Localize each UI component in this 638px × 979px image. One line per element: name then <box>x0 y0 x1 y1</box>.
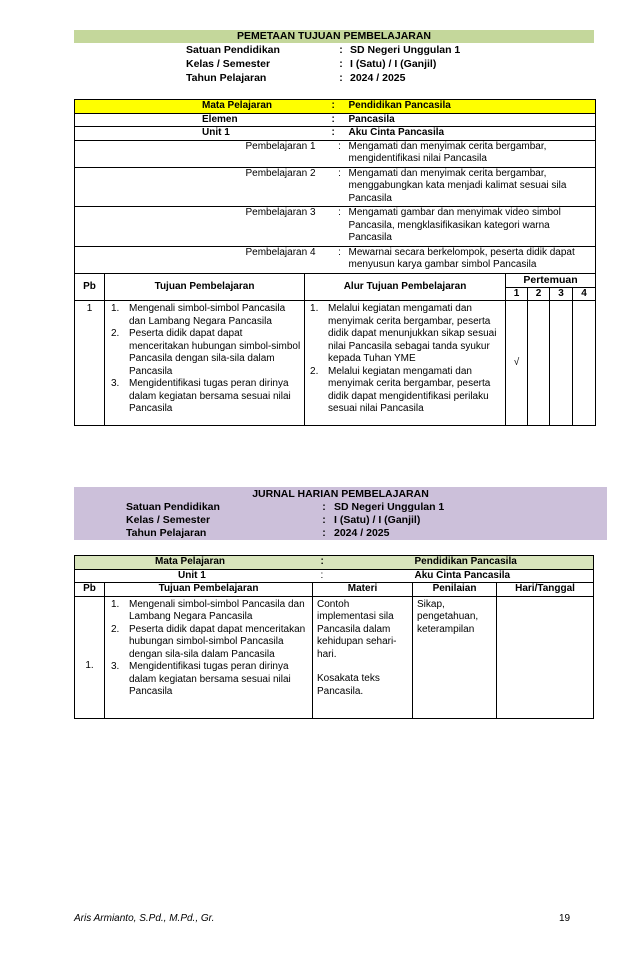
unit-colon: : <box>305 127 348 141</box>
journal-header-row <box>75 583 594 597</box>
info-label: Kelas / Semester <box>126 514 211 526</box>
table-row <box>75 596 594 718</box>
subject-row <box>75 100 596 114</box>
meeting-cell <box>550 301 573 426</box>
info-row-class <box>74 57 594 71</box>
materi-text: Kosakata teks Pancasila. <box>317 673 380 697</box>
info-row-school <box>74 43 594 57</box>
flow-item: 2. Melalui kegiatan mengamati dan menyimak cerita bergambar, peserta didik dapat mengidentifikasi perilaku sesuai nilai Pancasila <box>310 365 491 415</box>
lesson-colon: : <box>332 167 348 207</box>
info-value: SD Negeri Unggulan 1 <box>334 501 445 513</box>
lesson-label: Pembelajaran 4 <box>75 246 332 273</box>
subject-label: Mata Pelajaran <box>75 100 305 114</box>
lesson-row <box>75 246 596 273</box>
info-label: Tahun Pelajaran <box>126 527 207 539</box>
info-value: SD Negeri Unggulan 1 <box>350 44 461 56</box>
meeting-cell <box>573 301 596 426</box>
unit-row <box>75 127 596 141</box>
row-flows <box>305 301 506 426</box>
element-label: Elemen <box>75 113 305 127</box>
info-colon: : <box>322 501 326 513</box>
journal-subject-value: Pendidikan Pancasila <box>413 556 594 570</box>
header-tujuan: Tujuan Pembelajaran <box>105 273 305 301</box>
goal-item: 2. Peserta didik dapat dapat menceritakan hubungan simbol-simbol Pancasila dengan sila-sila dalam Pancasila <box>111 328 301 377</box>
header-tujuan: Tujuan Pembelajaran <box>105 583 313 597</box>
lesson-row <box>75 167 596 207</box>
subject-colon: : <box>305 100 348 114</box>
journal-subject-colon: : <box>313 556 413 570</box>
info-colon: : <box>339 44 343 56</box>
table-header-row <box>75 273 596 287</box>
lesson-colon: : <box>332 207 348 247</box>
mapping-table <box>74 99 596 426</box>
row-materi <box>313 596 413 718</box>
page-number: 19 <box>559 913 571 924</box>
journal-unit-colon: : <box>313 569 413 583</box>
lesson-row <box>75 207 596 247</box>
meeting-number: 2 <box>528 287 550 301</box>
info-value: 2024 / 2025 <box>334 527 390 539</box>
materi-text: Contoh implementasi sila Pancasila dalam kehidupan sehari-hari. <box>317 598 397 660</box>
row-goals <box>105 301 305 426</box>
lesson-colon: : <box>332 140 348 167</box>
meeting-number: 1 <box>506 287 528 301</box>
journal-header <box>74 487 607 540</box>
lesson-label: Pembelajaran 2 <box>75 167 332 207</box>
lesson-text: Mengamati gambar dan menyimak video simbol Pancasila, mengklasifikasikan kategori warna Pancasila <box>348 207 596 247</box>
goal-item: 2. Peserta didik dapat dapat menceritakan hubungan simbol-simbol Pancasila dengan sila-sila dalam Pancasila <box>111 623 306 660</box>
info-colon: : <box>339 72 343 84</box>
element-row <box>75 113 596 127</box>
lesson-row <box>75 140 596 167</box>
info-row-year <box>74 527 607 540</box>
goal-item: 3. Mengidentifikasi tugas peran dirinya dalam kegiatan bersama sesuai nilai Pancasila <box>111 661 291 697</box>
info-label: Tahun Pelajaran <box>186 72 267 84</box>
lesson-colon: : <box>332 246 348 273</box>
header-pertemuan: Pertemuan <box>506 273 596 287</box>
footer-author: Aris Armianto, S.Pd., M.Pd., Gr. <box>74 913 215 924</box>
journal-unit-row <box>75 569 594 583</box>
info-colon: : <box>339 58 343 70</box>
header-penilaian: Penilaian <box>413 583 497 597</box>
lesson-text: Mewarnai secara berkelompok, peserta didik dapat menyusun karya gambar simbol Pancasila <box>348 246 596 273</box>
info-value: 2024 / 2025 <box>350 72 406 84</box>
header-materi: Materi <box>313 583 413 597</box>
lesson-text: Mengamati dan menyimak cerita bergambar, mengidentifikasi nilai Pancasila <box>348 140 596 167</box>
element-colon: : <box>305 113 348 127</box>
info-value: I (Satu) / I (Ganjil) <box>350 58 437 70</box>
goal-item: 3. Mengidentifikasi tugas peran dirinya dalam kegiatan bersama sesuai nilai Pancasila <box>111 378 291 415</box>
info-label: Satuan Pendidikan <box>126 501 220 513</box>
info-colon: : <box>322 514 326 526</box>
goal-item: 1. Mengenali simbol-simbol Pancasila dan Lambang Negara Pancasila <box>111 598 305 622</box>
info-row-school <box>74 501 607 514</box>
mapping-header <box>74 30 594 88</box>
info-colon: : <box>322 527 326 539</box>
unit-value: Aku Cinta Pancasila <box>348 127 596 141</box>
journal-subject-row <box>75 556 594 570</box>
info-value: I (Satu) / I (Ganjil) <box>334 514 421 526</box>
info-row-year <box>74 71 594 85</box>
row-hari <box>497 596 594 718</box>
header-hari: Hari/Tanggal <box>497 583 594 597</box>
meeting-number: 4 <box>573 287 596 301</box>
header-alur: Alur Tujuan Pembelajaran <box>305 273 506 301</box>
lesson-label: Pembelajaran 1 <box>75 140 332 167</box>
goal-item: 1. Mengenali simbol-simbol Pancasila dan Lambang Negara Pancasila <box>111 303 286 327</box>
info-label: Satuan Pendidikan <box>186 44 280 56</box>
row-goals <box>105 596 313 718</box>
lesson-label: Pembelajaran 3 <box>75 207 332 247</box>
meeting-number: 3 <box>550 287 573 301</box>
unit-label: Unit 1 <box>75 127 305 141</box>
row-penilaian: Sikap, pengetahuan, keterampilan <box>413 596 497 718</box>
flow-item: 1. Melalui kegiatan mengamati dan menyimak cerita bergambar, peserta didik dapat menunjukkan sikap sesuai nilai Pancasila sebagai tanda syukur kepada Tuhan YME <box>310 303 497 365</box>
subject-value: Pendidikan Pancasila <box>348 100 596 114</box>
journal-unit-value: Aku Cinta Pancasila <box>413 569 594 583</box>
check-mark: √ <box>506 301 528 426</box>
element-value: Pancasila <box>348 113 596 127</box>
journal-title: JURNAL HARIAN PEMBELAJARAN <box>252 488 429 500</box>
table-row <box>75 301 596 426</box>
lesson-text: Mengamati dan menyimak cerita bergambar, menggabungkan kata menjadi kalimat sesuai sila Pancasila <box>348 167 596 207</box>
journal-subject-label: Mata Pelajaran <box>75 556 313 570</box>
row-pb: 1 <box>75 301 105 426</box>
journal-unit-label: Unit 1 <box>75 569 313 583</box>
journal-table <box>74 555 594 719</box>
row-pb: 1. <box>75 596 105 718</box>
meeting-cell <box>528 301 550 426</box>
mapping-title: PEMETAAN TUJUAN PEMBELAJARAN <box>74 30 594 43</box>
header-pb: Pb <box>75 583 105 597</box>
header-pb: Pb <box>75 273 105 301</box>
info-label: Kelas / Semester <box>186 58 271 70</box>
info-row-class <box>74 514 607 527</box>
